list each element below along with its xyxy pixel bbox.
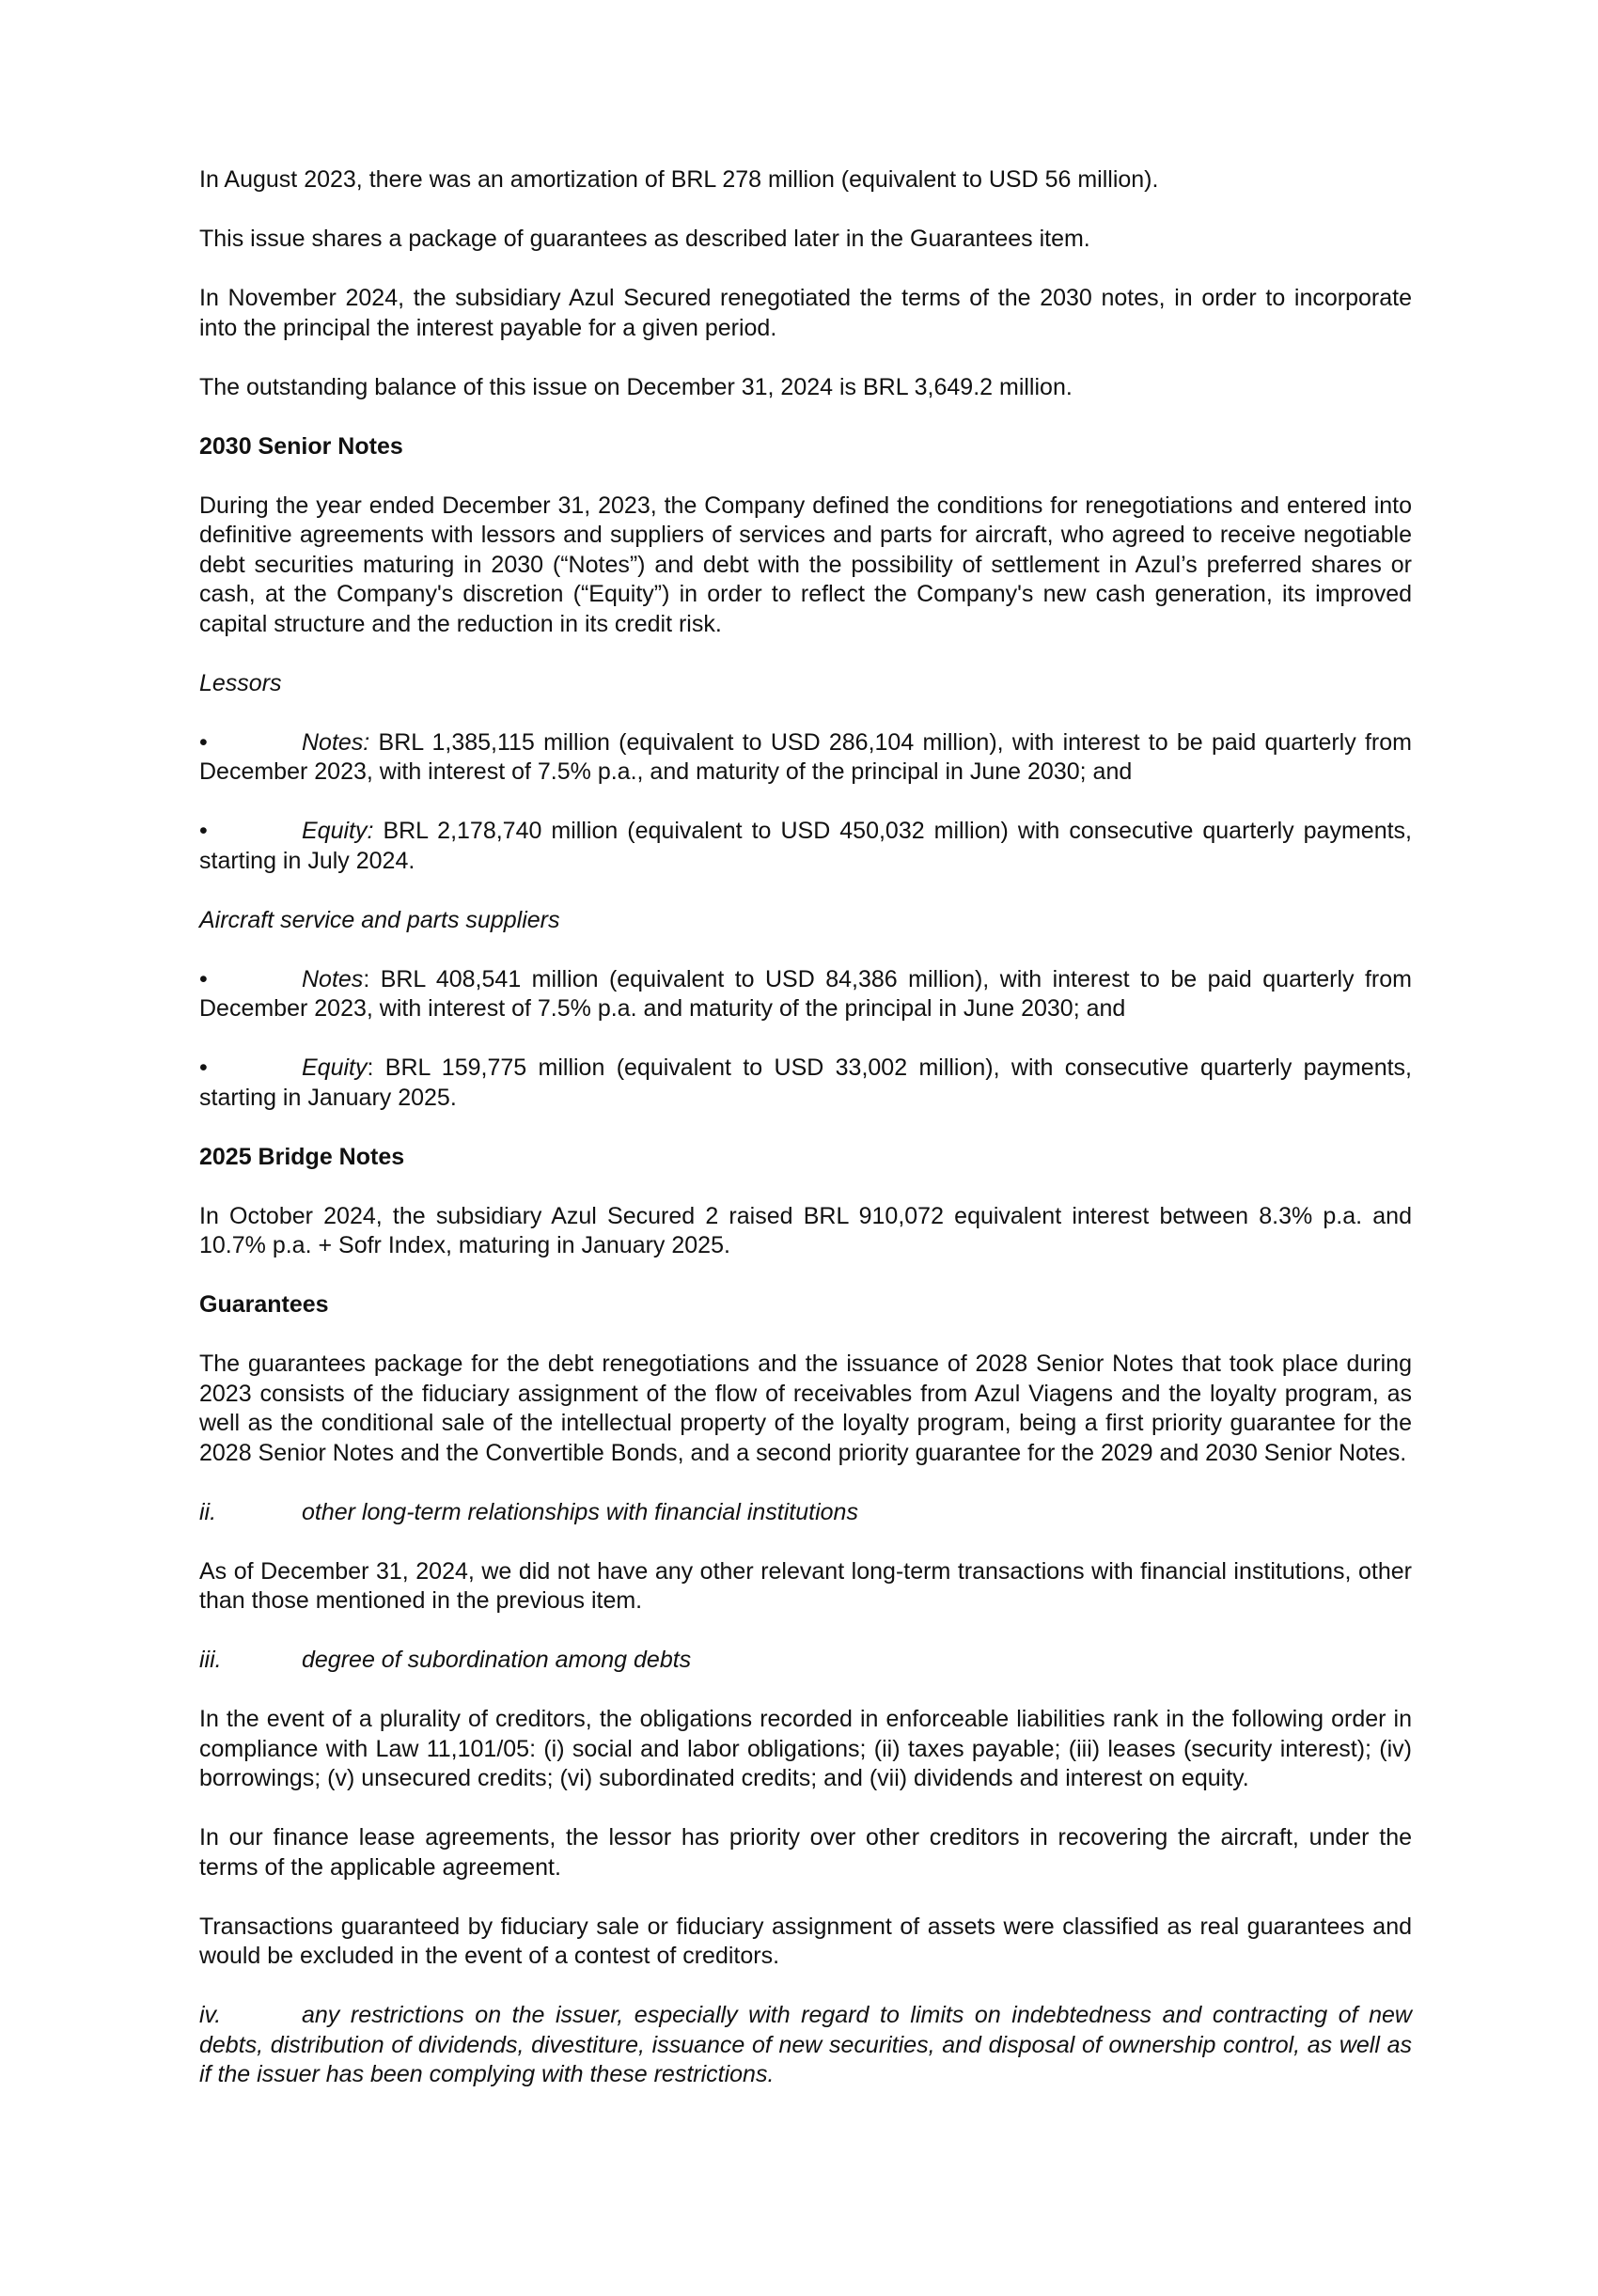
bullet-text: : BRL 159,775 million (equivalent to USD 33,002 million), with consecutive quarterly payments, starting in January 2025. [199,1054,1412,1111]
item-iii-heading [199,1646,1412,1676]
paragraph-item-iii-fiduciary: Transactions guaranteed by fiduciary sale or fiduciary assignment of assets were classified as real guarantees and would be excluded in the event of a contest of creditors. [199,1913,1412,1969]
bullet-lessors-equity [199,817,1412,876]
bullet-icon: • [199,728,208,756]
bullet-text: BRL 2,178,740 million (equivalent to USD 450,032 million) with consecutive quarterly payments, starting in July 2024. [199,818,1412,874]
item-title: any restrictions on the issuer, especially with regard to limits on indebtedness and contracting of new debts, distribution of dividends, divestiture, issuance of new securities, and disposal of ownership control, as well as if the issuer has been complying with these restrictions. [199,2002,1412,2087]
bullet-term: Equity [302,1054,368,1081]
item-title: degree of subordination among debts [302,1647,692,1673]
heading-guarantees: Guarantees [199,1291,329,1318]
bullet-text: BRL 1,385,115 million (equivalent to USD 286,104 million), with interest to be paid quarterly from December 2023, with interest of 7.5% p.a., and maturity of the principal in June 2030; and [199,728,1412,785]
paragraph-item-iii-lease: In our finance lease agreements, the lessor has priority over other creditors in recovering the aircraft, under the terms of the applicable agreement. [199,1824,1412,1881]
paragraph-renegotiation: In November 2024, the subsidiary Azul Secured renegotiated the terms of the 2030 notes, in order to incorporate into the principal the interest payable for a given period. [199,285,1412,341]
label-suppliers: Aircraft service and parts suppliers [199,906,560,933]
item-number: iii. [199,1647,222,1673]
paragraph-amortization: In August 2023, there was an amortization of BRL 278 million (equivalent to USD 56 million). [199,166,1159,193]
bullet-suppliers-notes [199,965,1412,1024]
item-ii-heading [199,1498,1412,1528]
paragraph-bridge-notes: In October 2024, the subsidiary Azul Secured 2 raised BRL 910,072 equivalent interest between 8.3% p.a. and 10.7% p.a. + Sofr Index, maturing in January 2025. [199,1202,1412,1258]
bullet-term: Notes: [302,728,370,756]
paragraph-item-iii-ranking: In the event of a plurality of creditors, the obligations recorded in enforceable liabilities rank in the following order in compliance with Law 11,101/05: (i) social and labor obligations; (ii) taxes payable; (iii) leases (security interest); (iv) borrowings; (v) unsecured credits; (vi) subordinated credits; and (vii) dividends and interest on equity. [199,1706,1412,1791]
heading-2030-senior-notes: 2030 Senior Notes [199,432,403,460]
label-lessors: Lessors [199,669,282,696]
paragraph-guarantees: The guarantees package for the debt renegotiations and the issuance of 2028 Senior Notes that took place during 2023 consists of the fiduciary assignment of the flow of receivables from Azul Viagens and the loyalty program, as well as the conditional sale of the intellectual property of the loyalty program, being a first priority guarantee for the 2028 Senior Notes and the Convertible Bonds, and a second priority guarantee for the 2029 and 2030 Senior Notes. [199,1351,1412,1466]
item-number: ii. [199,1498,217,1525]
item-title: other long-term relationships with financial institutions [302,1498,858,1525]
bullet-lessors-notes [199,728,1412,788]
item-number: iv. [199,2002,222,2028]
item-iv-heading [199,2001,1412,2090]
paragraph-2030-intro: During the year ended December 31, 2023, the Company defined the conditions for renegotiations and entered into definitive agreements with lessors and suppliers of services and parts for aircraft, who agreed to receive negotiable debt securities maturing in 2030 (“Notes”) and debt with the possibility of settlement in Azul’s preferred shares or cash, at the Company's discretion (“Equity”) in order to reflect the Company's new cash generation, its improved capital structure and the reduction in its credit risk. [199,492,1412,637]
bullet-text: : BRL 408,541 million (equivalent to USD 84,386 million), with interest to be paid quarterly from December 2023, with interest of 7.5% p.a. and maturity of the principal in June 2030; and [199,965,1412,1022]
paragraph-item-ii: As of December 31, 2024, we did not have any other relevant long-term transactions with financial institutions, other than those mentioned in the previous item. [199,1557,1412,1614]
bullet-suppliers-equity [199,1054,1412,1113]
bullet-icon: • [199,965,208,992]
heading-2025-bridge-notes: 2025 Bridge Notes [199,1143,405,1170]
paragraph-guarantees-reference: This issue shares a package of guarantees as described later in the Guarantees item. [199,226,1090,252]
bullet-term: Notes [302,965,364,992]
bullet-icon: • [199,1054,208,1081]
document-page [199,165,1412,2119]
bullet-term: Equity: [302,818,374,844]
paragraph-outstanding-balance: The outstanding balance of this issue on December 31, 2024 is BRL 3,649.2 million. [199,373,1073,400]
bullet-icon: • [199,818,208,844]
